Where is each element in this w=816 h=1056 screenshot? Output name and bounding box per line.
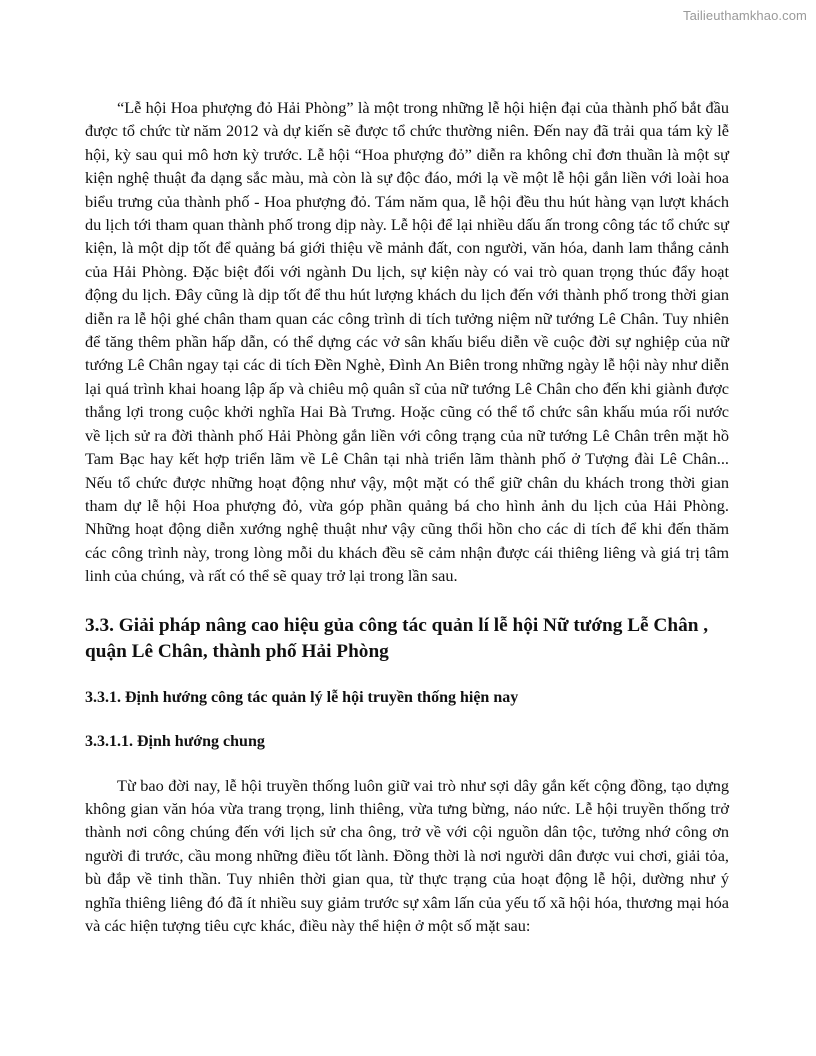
- document-page: [85, 96, 729, 937]
- paragraph-traditional-festival-role: Từ bao đời nay, lễ hội truyền thống luôn giữ vai trò như sợi dây gắn kết cộng đồng, tạo dựng không gian văn hóa vừa trang trọng, linh thiêng, vừa tưng bừng, náo nức. Lễ hội truyền thống trở thành nơi công chúng đến với lịch sử cha ông, trở về với cội nguồn dân tộc, tưởng nhớ công ơn người đi trước, cầu mong những điều tốt lành. Đồng thời là nơi người dân được vui chơi, giải tỏa, bù đắp về tinh thần. Tuy nhiên thời gian qua, từ thực trạng của hoạt động lễ hội, dường như ý nghĩa thiêng liêng đó đã ít nhiều suy giảm trước sự xâm lấn của yếu tố xã hội hóa, thương mại hóa và các hiện tượng tiêu cực khác, điều này thể hiện ở một số mặt sau:: [85, 775, 729, 935]
- paragraph-hoa-phuong-festival: “Lễ hội Hoa phượng đỏ Hải Phòng” là một trong những lễ hội hiện đại của thành phố bắt đầu được tổ chức từ năm 2012 và dự kiến sẽ được tổ chức thường niên. Đến nay đã trải qua tám kỳ lễ hội, kỳ sau qui mô hơn kỳ trước. Lễ hội “Hoa phượng đỏ” diễn ra không chỉ đơn thuần là một sự kiện nghệ thuật đa dạng sắc màu, mà còn là sự độc đáo, mới lạ về một lễ hội gắn liền với loài hoa biểu trưng của thành phố - Hoa phượng đỏ. Tám năm qua, lễ hội đều thu hút hàng vạn lượt khách du lịch tới tham quan thành phố trong dịp này. Lễ hội để lại nhiều dấu ấn trong công tác tổ chức sự kiện, là một dịp tốt để quảng bá giới thiệu về mảnh đất, con người, văn hóa, danh lam thắng cảnh của Hải Phòng. Đặc biệt đối với ngành Du lịch, sự kiện này có vai trò quan trọng thúc đẩy hoạt động du lịch. Đây cũng là dịp tốt để thu hút lượng khách du lịch đến với thành phố trong thời gian diễn ra lễ hội ghé chân tham quan các công trình di tích tưởng niệm nữ tướng Lê Chân. Tuy nhiên để tăng thêm phần hấp dẫn, có thể dựng các vở sân khấu biểu diễn về cuộc đời sự nghiệp của nữ tướng Lê Chân ngay tại các di tích Đền Nghè, Đình An Biên trong những ngày lễ hội này như diễn lại quá trình khai hoang lập ấp và chiêu mộ quân sĩ của nữ tướng Lê Chân cho đến khi giành được thắng lợi trong cuộc khởi nghĩa Hai Bà Trưng. Hoặc cũng có thể tổ chức sân khấu múa rối nước về lịch sử ra đời thành phố Hải Phòng gắn liền với công trạng của nữ tướng Lê Chân trên mặt hồ Tam Bạc hay kết hợp triển lãm về Lê Chân tại nhà triển lãm thành phố ở Tượng đài Lê Chân... Nếu tổ chức được những hoạt động như vậy, một mặt có thể giữ chân du khách trong thời gian tham dự lễ hội Hoa phượng đỏ, vừa góp phần quảng bá cho hình ảnh du lịch của Hải Phòng. Những hoạt động diễn xướng nghệ thuật như vậy cũng thổi hồn cho các di tích để khi đến thăm các công trình này, trong lòng mỗi du khách đều sẽ cảm nhận được cái thiêng liêng và giá trị tâm linh của chúng, và rất có thể sẽ quay trở lại trong lần sau.: [85, 98, 729, 586]
- heading-section-3-3-1-1: 3.3.1.1. Định hướng chung: [85, 732, 265, 750]
- watermark: Tailieuthamkhao.com: [682, 8, 807, 23]
- heading-section-3-3-1: 3.3.1. Định hướng công tác quản lý lễ hội truyền thống hiện nay: [85, 688, 519, 706]
- heading-section-3-3: 3.3. Giải pháp nâng cao hiệu gủa công tác quản lí lễ hội Nữ tướng Lễ Chân , quận Lê Chân, thành phố Hải Phòng: [85, 614, 709, 662]
